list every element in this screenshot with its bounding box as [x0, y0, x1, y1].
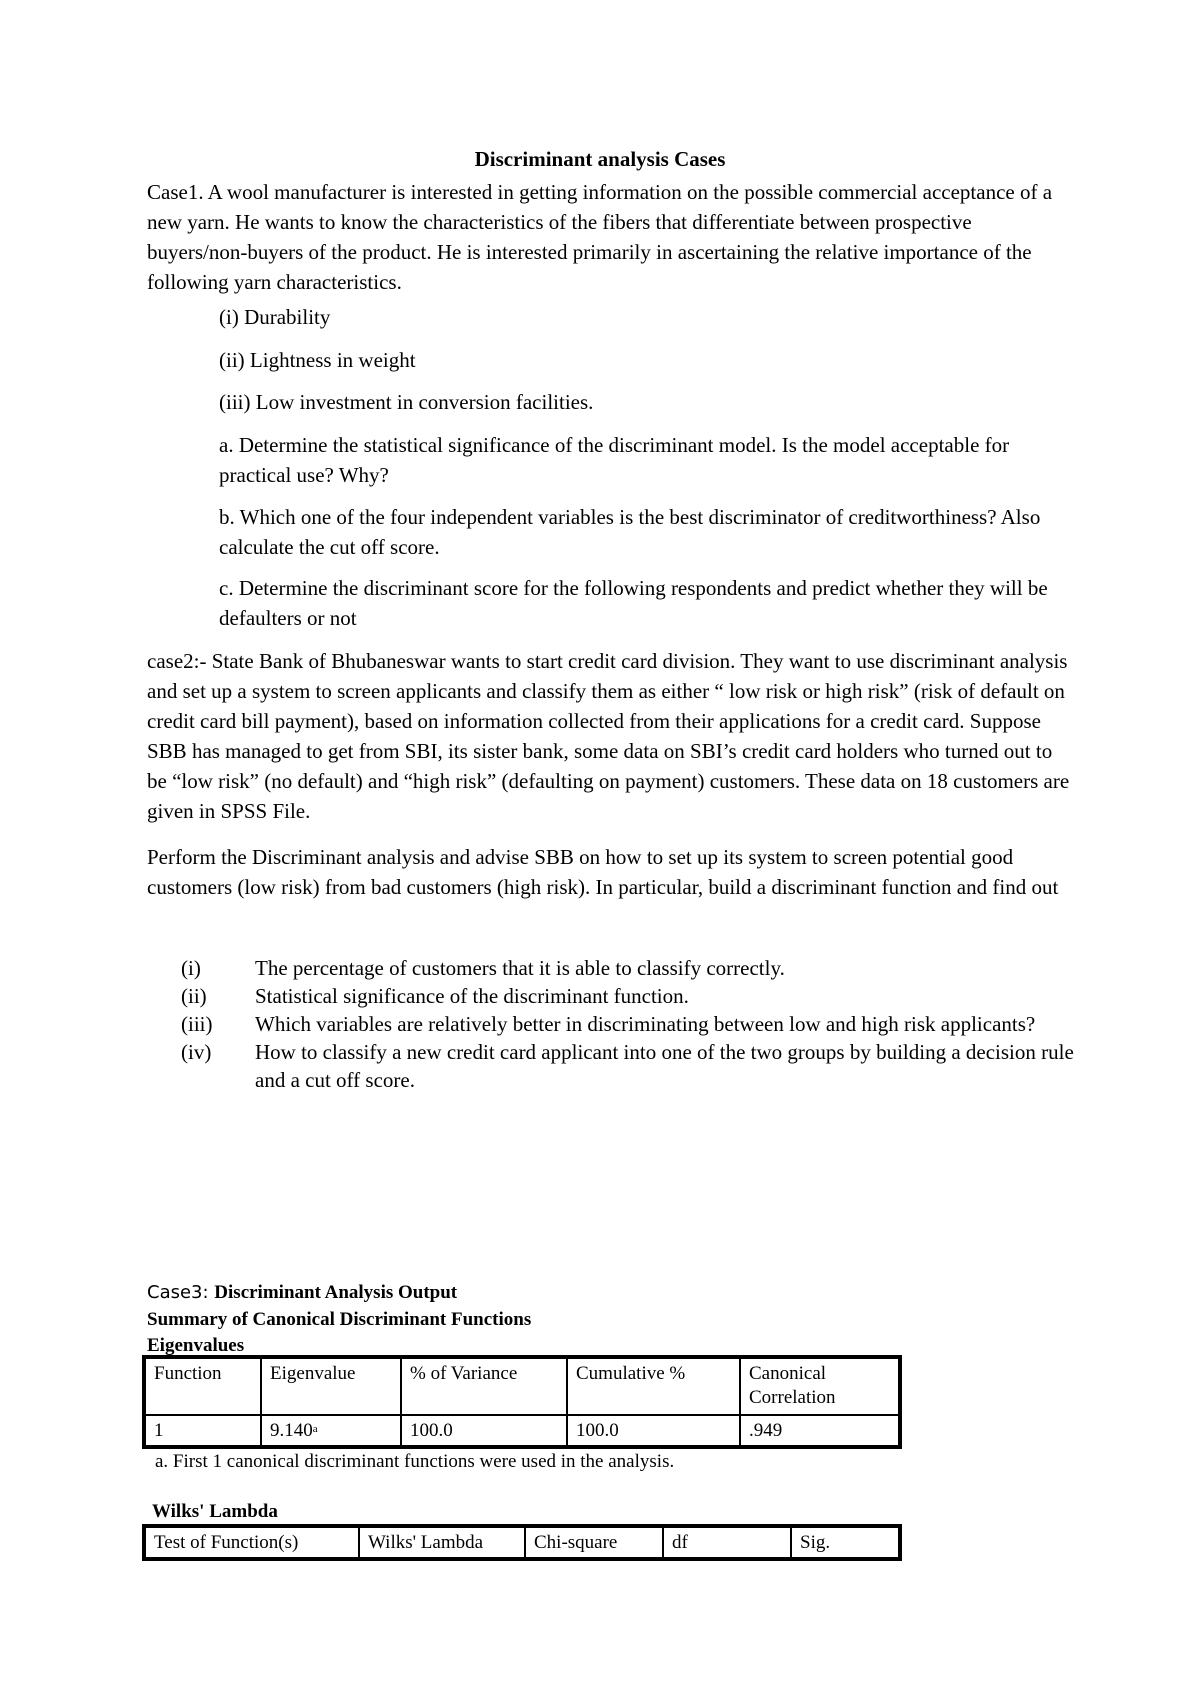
case1-characteristic-1: (i) Durability [219, 305, 331, 329]
eigenvalue-value: 9.140 [270, 1420, 313, 1441]
table-header-row [145, 1527, 899, 1558]
table-cell: .949 [740, 1415, 899, 1446]
case1-characteristic-2: (ii) Lightness in weight [219, 348, 416, 372]
case1-question-c: c. Determine the discriminant score for the following respondents and predict whether they will be defaulters or not [219, 576, 1048, 630]
wilks-lambda-table [142, 1524, 902, 1561]
table-cell: 1 [145, 1415, 261, 1446]
table-header-cell: Canonical Correlation [740, 1358, 899, 1415]
table-header-cell: Chi-square [525, 1527, 663, 1558]
table-header-row [145, 1358, 899, 1415]
eigenvalues-footnote: a. First 1 canonical discriminant functions were used in the analysis. [155, 1451, 675, 1472]
list-item [181, 982, 1081, 1010]
list-item-number: (i) [181, 956, 201, 980]
case1-intro: Case1. A wool manufacturer is interested in getting information on the possible commercial acceptance of a new yarn. He wants to know the characteristics of the fibers that differentiate between prospective buyers/non-buyers of the product. He is interested primarily in ascertaining the relative importance of the following yarn characteristics. [147, 180, 1053, 294]
table-header-cell: % of Variance [401, 1358, 567, 1415]
list-item-number: (iv) [181, 1040, 212, 1064]
list-item-text: Which variables are relatively better in discriminating between low and high risk applicants? [255, 1012, 1036, 1036]
case1-question-b: b. Which one of the four independent variables is the best discriminator of creditworthiness? Also calculate the cut off score. [219, 505, 1041, 559]
eigenvalues-table [142, 1355, 902, 1449]
list-item-text: Statistical significance of the discriminant function. [255, 984, 689, 1008]
case3-summary-title: Summary of Canonical Discriminant Functions [147, 1309, 532, 1330]
list-item [181, 1010, 1081, 1038]
footnote-marker: a [312, 1423, 318, 1435]
case2-question-list [181, 954, 1081, 1094]
case1-characteristic-3: (iii) Low investment in conversion facilities. [219, 390, 594, 414]
list-item-text: The percentage of customers that it is able to classify correctly. [255, 956, 785, 980]
list-item-number: (ii) [181, 984, 207, 1008]
case1-question-a: a. Determine the statistical significance of the discriminant model. Is the model acceptable for practical use? Why? [219, 433, 1010, 487]
table-cell: 100.0 [567, 1415, 740, 1446]
wilks-lambda-title: Wilks' Lambda [152, 1501, 278, 1522]
case3-heading [147, 1281, 457, 1305]
table-header-cell: Eigenvalue [261, 1358, 401, 1415]
case2-intro: case2:- State Bank of Bhubaneswar wants to start credit card division. They want to use discriminant analysis and set up a system to screen applicants and classify them as either “ low risk or high risk” (risk of default on credit card bill payment), based on information collected from their applications for a credit card. Suppose SBB has managed to get from SBI, its sister bank, some data on SBI’s credit card holders who turned out to be “low risk” (no default) and “high risk” (defaulting on payment) customers. These data on 18 customers are given in SPSS File. [147, 649, 1070, 823]
case3-output-title: Discriminant Analysis Output [214, 1282, 458, 1303]
table-header-cell: Cumulative % [567, 1358, 740, 1415]
case2-task: Perform the Discriminant analysis and advise SBB on how to set up its system to screen potential good customers (low risk) from bad customers (high risk). In particular, build a discriminant function and find out [147, 845, 1059, 899]
table-row [145, 1415, 899, 1446]
case3-label: Case3: [147, 1282, 215, 1303]
table-header-cell: Function [145, 1358, 261, 1415]
table-header-cell: df [663, 1527, 791, 1558]
page-title: Discriminant analysis Cases [474, 147, 726, 171]
list-item [181, 1038, 1081, 1094]
table-header-cell: Wilks' Lambda [359, 1527, 525, 1558]
table-cell: 100.0 [401, 1415, 567, 1446]
eigenvalues-title: Eigenvalues [147, 1335, 245, 1356]
list-item-number: (iii) [181, 1012, 213, 1036]
table-cell [261, 1415, 401, 1446]
list-item-text: How to classify a new credit card applicant into one of the two groups by building a decision rule and a cut off score. [255, 1040, 1074, 1092]
table-header-cell: Test of Function(s) [145, 1527, 359, 1558]
list-item [181, 954, 1081, 982]
table-header-cell: Sig. [791, 1527, 899, 1558]
